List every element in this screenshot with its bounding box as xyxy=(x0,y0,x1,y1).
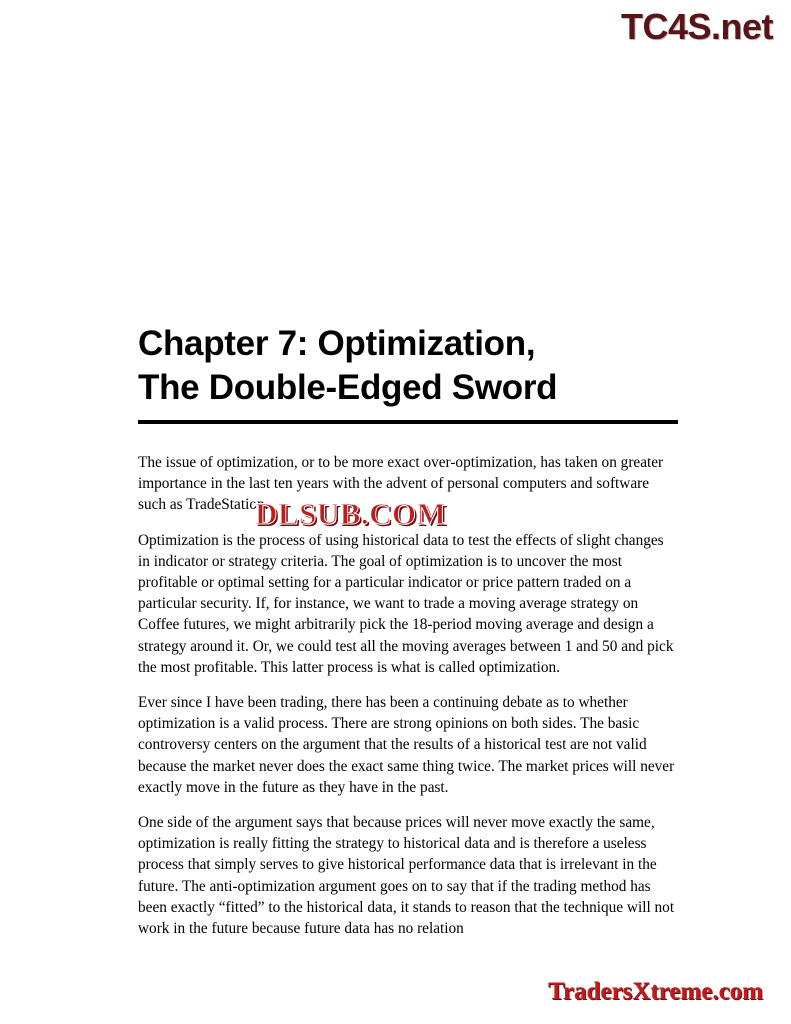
title-divider xyxy=(138,420,678,424)
chapter-title-line-1: Chapter 7: Optimization, xyxy=(138,324,536,363)
bottom-right-watermark: TradersXtreme.com xyxy=(548,978,763,1005)
paragraph-4: One side of the argument says that because prices will never move exactly the same, optimization is really fitting the strategy to historical data and is therefore a useless process that simply serves to give historical performance data that is irrelevant in the future. The anti-optimization argument goes on to say that if the trading method has been exactly “fitted” to the historical data, it stands to reason that the technique will not work in the future because future data has no relation xyxy=(138,814,675,938)
chapter-title-line-2: The Double-Edged Sword xyxy=(138,368,558,407)
chapter-title xyxy=(138,322,678,410)
top-right-watermark: TC4S.net xyxy=(620,6,773,47)
center-watermark: DLSUB.COM xyxy=(255,496,447,531)
chapter-heading xyxy=(138,322,678,424)
paragraph-2: Optimization is the process of using historical data to test the effects of slight changes in indicator or strategy criteria. The goal of optimization is to uncover the most profitable or optimal setting for a particular indicator or price pattern traded on a particular security. If, for instance, we want to trade a moving average strategy on Coffee futures, we might arbitrarily pick the 18-period moving average and design a strategy around it. Or, we could test all the moving averages between 1 and 50 and pick the most profitable. This latter process is what is called optimization. xyxy=(138,531,674,676)
paragraph-3: Ever since I have been trading, there has been a continuing debate as to whether optimization is a valid process. There are strong opinions on both sides. The basic controversy centers on the argument that the results of a historical test are not valid because the market never does the exact same thing twice. The market prices will never exactly move in the future as they have in the past. xyxy=(138,694,675,796)
paragraph-1: The issue of optimization, or to be more exact over-optimization, has taken on greater importance in the last ten years with the advent of personal computers and software such as TradeStation. xyxy=(138,454,664,514)
